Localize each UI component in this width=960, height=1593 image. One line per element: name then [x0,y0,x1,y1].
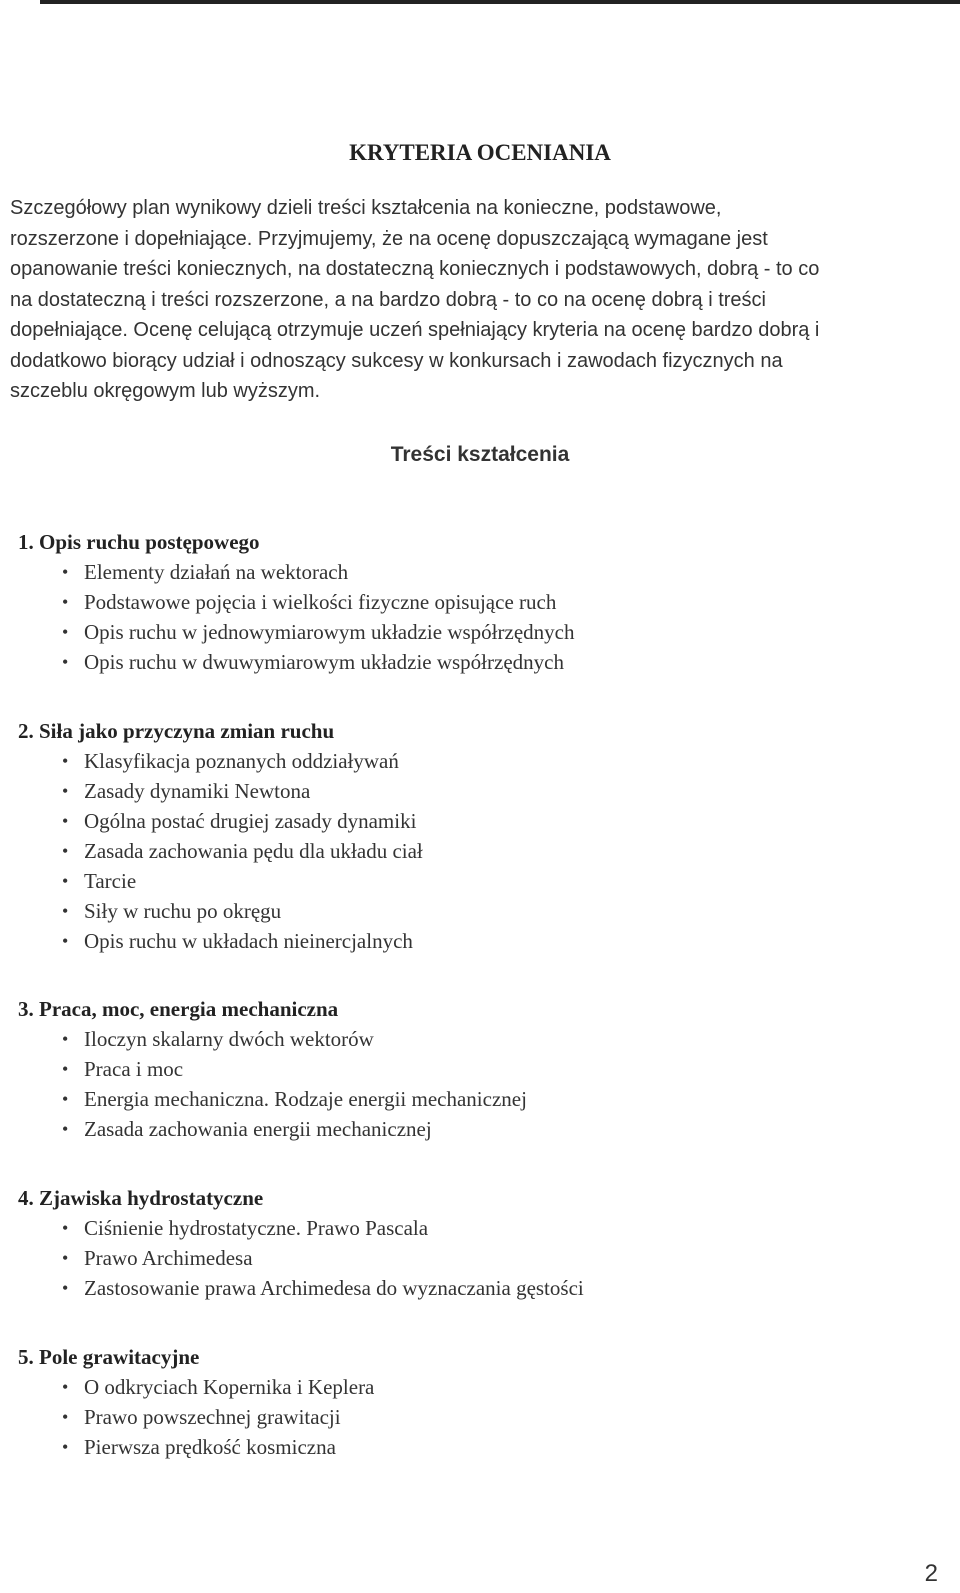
section-list [18,1372,374,1462]
section-heading: 3. Praca, moc, energia mechaniczna [18,997,339,1021]
bullet-icon: • [62,1377,69,1397]
list-item: • Zastosowanie prawa Archimedesa do wyznaczania gęstości [18,1273,584,1303]
list-item: • Zasada zachowania energii mechanicznej [18,1114,527,1144]
list-item: • Klasyfikacja poznanych oddziaływań [18,746,423,776]
top-rule [40,0,960,4]
content-section-4 [18,1183,584,1303]
list-item: • Zasady dynamiki Newtona [18,776,423,806]
list-item: • Prawo powszechnej grawitacji [18,1402,374,1432]
bullet-icon: • [62,931,69,951]
section-list [18,1024,527,1144]
bullet-icon: • [62,592,69,612]
list-item: • Prawo Archimedesa [18,1243,584,1273]
list-item: • Opis ruchu w dwuwymiarowym układzie współrzędnych [18,647,574,677]
section-heading: 5. Pole grawitacyjne [18,1345,200,1369]
list-item: • Opis ruchu w układach nieinercjalnych [18,926,423,956]
list-item: • Ciśnienie hydrostatyczne. Prawo Pascala [18,1213,584,1243]
intro-line: Szczegółowy plan wynikowy dzieli treści kształcenia na konieczne, podstawowe, [10,197,722,219]
list-item: • Ogólna postać drugiej zasady dynamiki [18,806,423,836]
intro-line: szczeblu okręgowym lub wyższym. [10,380,321,402]
content-section-1 [18,527,574,677]
list-item: • Energia mechaniczna. Rodzaje energii mechanicznej [18,1084,527,1114]
section-list [18,557,574,677]
list-item: • Siły w ruchu po okręgu [18,896,423,926]
page-title: KRYTERIA OCENIANIA [349,140,611,165]
list-item: • Praca i moc [18,1054,527,1084]
content-section-2 [18,716,423,956]
intro-line: dopełniające. Ocenę celującą otrzymuje uczeń spełniający kryteria na ocenę bardzo dobrą i [10,319,820,341]
section-heading: 1. Opis ruchu postępowego [18,530,260,554]
list-item: • Opis ruchu w jednowymiarowym układzie współrzędnych [18,617,574,647]
list-item: • Elementy działań na wektorach [18,557,574,587]
section-heading: 2. Siła jako przyczyna zmian ruchu [18,719,335,743]
list-item: • Iloczyn skalarny dwóch wektorów [18,1024,527,1054]
bullet-icon: • [62,1119,69,1139]
bullet-icon: • [62,1278,69,1298]
list-item: • Tarcie [18,866,423,896]
bullet-icon: • [62,622,69,642]
bullet-icon: • [62,901,69,921]
bullet-icon: • [62,562,69,582]
page-number: 2 [924,1560,938,1587]
bullet-icon: • [62,1437,69,1457]
list-item: • O odkryciach Kopernika i Keplera [18,1372,374,1402]
bullet-icon: • [62,652,69,672]
section-list [18,1213,584,1303]
bullet-icon: • [62,751,69,771]
bullet-icon: • [62,1059,69,1079]
content-section-5 [18,1342,374,1462]
intro-line: dodatkowo biorący udział i odnoszący sukcesy w konkursach i zawodach fizycznych na [10,349,783,372]
bullet-icon: • [62,1029,69,1049]
list-item: • Zasada zachowania pędu dla układu ciał [18,836,423,866]
intro-line: na dostateczną i treści rozszerzone, a na bardzo dobrą - to co na ocenę dobrą i treści [10,288,766,311]
section-subtitle: Treści kształcenia [390,443,570,466]
list-item: • Pierwsza prędkość kosmiczna [18,1432,374,1462]
intro-paragraph [10,193,940,407]
intro-line: opanowanie treści koniecznych, na dostateczną koniecznych i podstawowych, dobrą - to co [10,258,820,280]
intro-line: rozszerzone i dopełniające. Przyjmujemy, że na ocenę dopuszczającą wymagane jest [10,227,768,250]
section-heading: 4. Zjawiska hydrostatyczne [18,1186,264,1210]
section-list [18,746,423,956]
bullet-icon: • [62,781,69,801]
bullet-icon: • [62,1248,69,1268]
bullet-icon: • [62,1407,69,1427]
bullet-icon: • [62,1218,69,1238]
bullet-icon: • [62,811,69,831]
bullet-icon: • [62,1089,69,1109]
list-item: • Podstawowe pojęcia i wielkości fizyczne opisujące ruch [18,587,574,617]
bullet-icon: • [62,871,69,891]
content-section-3 [18,994,527,1144]
bullet-icon: • [62,841,69,861]
